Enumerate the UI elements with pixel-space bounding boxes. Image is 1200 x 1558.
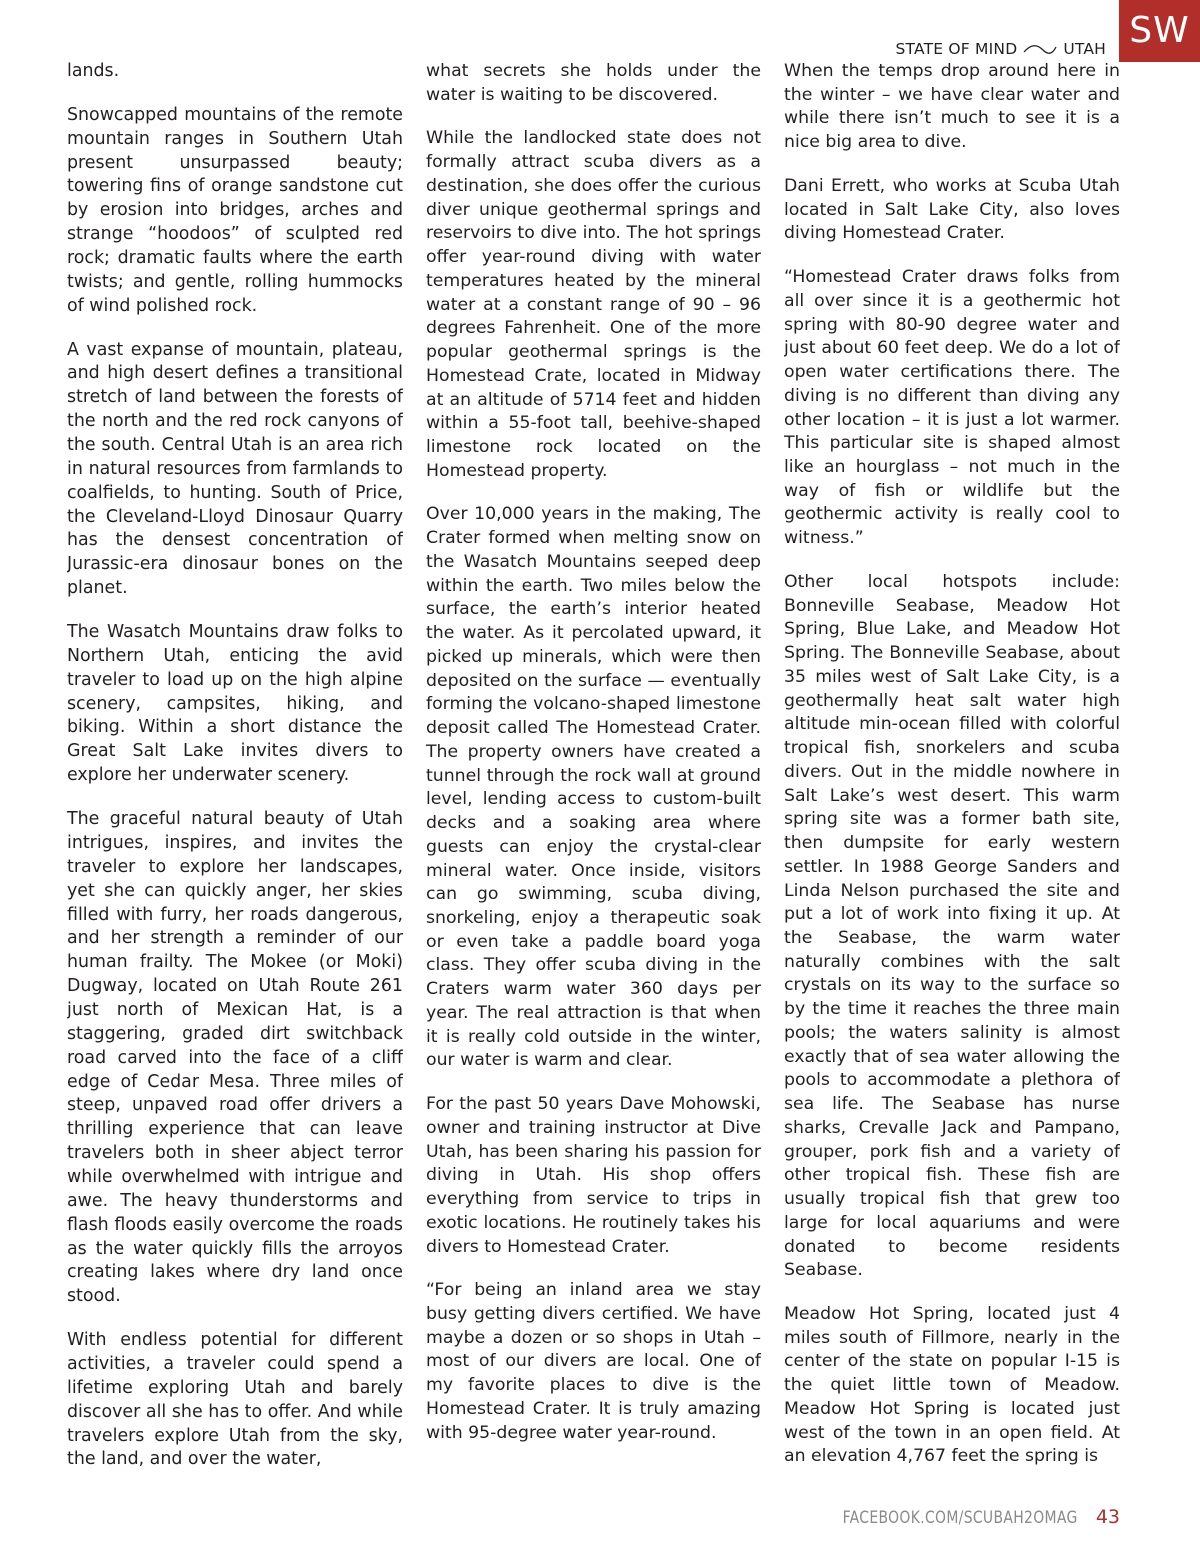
section-header <box>896 38 1106 60</box>
paragraph: lands. <box>67 61 120 81</box>
paragraph: Over 10,000 years in the making, The Crater formed when melting snow on the Wasatch Mountains seeped deep within the earth. Two miles below the surface, the earth’s interior heated the water. As it percolated upward, it picked up minerals, which were then deposited on the surface — eventually forming the volcano-shaped limestone deposit called The Homestead Crater. The property owners have created a tunnel through the rock wall at ground level, lending access to custom-built decks and a soaking area where guests can enjoy the crystal-clear mineral water. Once inside, visitors can go swimming, scuba diving, snorkeling, enjoy a therapeutic soak or even take a paddle board yoga class. They offer scuba diving in the Craters warm water 360 days per year. The real attraction is that when it is really cold outside in the winter, our water is warm and clear. <box>426 504 761 1071</box>
paragraph: The graceful natural beauty of Utah intrigues, inspires, and invites the traveler to explore her landscapes, yet she can quickly anger, her skies filled with furry, her roads dangerous, and her strength a reminder of our human frailty. The Mokee (or Moki) Dugway, located on Utah Route 261 just north of Mexican Hat, is a staggering, graded dirt switchback road carved into the face of a cliff edge of Cedar Mesa. Three miles of steep, unpaved road offer drivers a thrilling experience that can leave travelers both in sheer abject terror while overwhelmed with intrigue and awe. The heavy thunderstorms and flash floods easily overcome the roads as the water quickly fills the arroyos creating lakes where dry land once stood. <box>67 809 403 1307</box>
paragraph: “For being an inland area we stay busy getting divers certified. We have maybe a dozen or so shops in Utah – most of our divers are local. One of my favorite places to dive is the Homestead Crater. It is truly amazing with 95-degree water year-round. <box>426 1280 761 1443</box>
paragraph: Snowcapped mountains of the remote mountain ranges in Southern Utah present unsurpassed beauty; towering fins of orange sandstone cut by erosion into bridges, arches and strange “hoodoos” of sculpted red rock; dramatic faults where the earth twists; and gentle, rolling hummocks of wind polished rock. <box>67 104 403 316</box>
paragraph: Meadow Hot Spring, located just 4 miles south of Fillmore, nearly in the center of the state on popular I-15 is the quiet little town of Meadow. Meadow Hot Spring is located just west of the town in an open field. At an elevation 4,767 feet the spring is <box>784 1303 1120 1467</box>
facebook-link[interactable]: FACEBOOK.COM/SCUBAH2OMAG <box>842 1508 1078 1528</box>
paragraph: For the past 50 years Dave Mohowski, owner and training instructor at Dive Utah, has been sharing his passion for diving in Utah. His shop offers everything from service to trips in exotic locations. He routinely takes his divers to Homestead Crater. <box>426 1094 761 1257</box>
wave-divider-icon <box>1023 43 1057 55</box>
paragraph: While the landlocked state does not formally attract scuba divers as a destination, she does offer the curious diver unique geothermal springs and reservoirs to dive into. The hot springs offer year-round diving with water temperatures heated by the mineral water at a constant range of 90 – 96 degrees Fahrenheit. One of the more popular geothermal springs is the Homestead Crate, located in Midway at an altitude of 5714 feet and hidden within a 55-foot tall, beehive-shaped limestone rock located on the Homestead property. <box>426 128 761 481</box>
page-footer <box>791 1506 1120 1536</box>
paragraph: what secrets she holds under the water is waiting to be discovered. <box>426 61 761 105</box>
article-column-2 <box>426 60 761 1492</box>
article-column-1 <box>67 60 403 1492</box>
paragraph: A vast expanse of mountain, plateau, and high desert defines a transitional stretch of land between the forests of the north and the red rock canyons of the south. Central Utah is an area rich in natural resources from farmlands to coalfields, to hunting. South of Price, the Cleveland-Lloyd Dinosaur Quarry has the densest concentration of Jurassic-era dinosaur bones on the planet. <box>67 339 403 599</box>
article-column-3 <box>784 60 1120 1492</box>
paragraph: With endless potential for different activities, a traveler could spend a lifetime exploring Utah and barely discover all she has to offer. And while travelers explore Utah from the sky, the land, and over the water, <box>67 1330 403 1470</box>
section-label-right: UTAH <box>1063 40 1106 58</box>
section-label-left: STATE OF MIND <box>895 40 1018 58</box>
section-tab: SW <box>1119 0 1200 62</box>
paragraph: The Wasatch Mountains draw folks to Northern Utah, enticing the avid traveler to load up on the high alpine scenery, campsites, hiking, and biking. Within a short distance the Great Salt Lake invites divers to explore her underwater scenery. <box>67 622 403 786</box>
paragraph: Other local hotspots include: Bonneville Seabase, Meadow Hot Spring, Blue Lake, and Meadow Hot Spring. The Bonneville Seabase, about 35 miles west of Salt Lake City, is a geothermally heat salt water high altitude min-ocean filled with colorful tropical fish, snorkelers and scuba divers. Out in the middle nowhere in Salt Lake’s west desert. This warm spring site was a former bath site, then dumpsite for early western settler. In 1988 George Sanders and Linda Nelson purchased the site and put a lot of work into fixing it up. At the Seabase, the warm water naturally combines with the salt crystals on its way to the surface so by the time it reaches the three main pools; the waters salinity is almost exactly that of sea water allowing the pools to accommodate a plethora of sea life. The Seabase has nurse sharks, Crevalle Jack and Pampano, grouper, pork fish and a variety of other tropical fish. These fish are usually tropical fish that grew too large for local aquariums and were donated to become residents Seabase. <box>784 571 1120 1281</box>
page-number: 43 <box>1095 1506 1120 1528</box>
paragraph: Dani Errett, who works at Scuba Utah located in Salt Lake City, also loves diving Homestead Crater. <box>784 175 1120 244</box>
paragraph: When the temps drop around here in the winter – we have clear water and while there isn’t much to see it is a nice big area to dive. <box>784 61 1120 153</box>
paragraph: “Homestead Crater draws folks from all over since it is a geothermic hot spring with 80-90 degree water and just about 60 feet deep. We do a lot of open water certifications there. The diving is no different than diving any other location – it is just a lot warmer. This particular site is shaped almost like an hourglass – not much in the way of fish or wildlife but the geothermic activity is really cool to witness.” <box>784 267 1120 549</box>
